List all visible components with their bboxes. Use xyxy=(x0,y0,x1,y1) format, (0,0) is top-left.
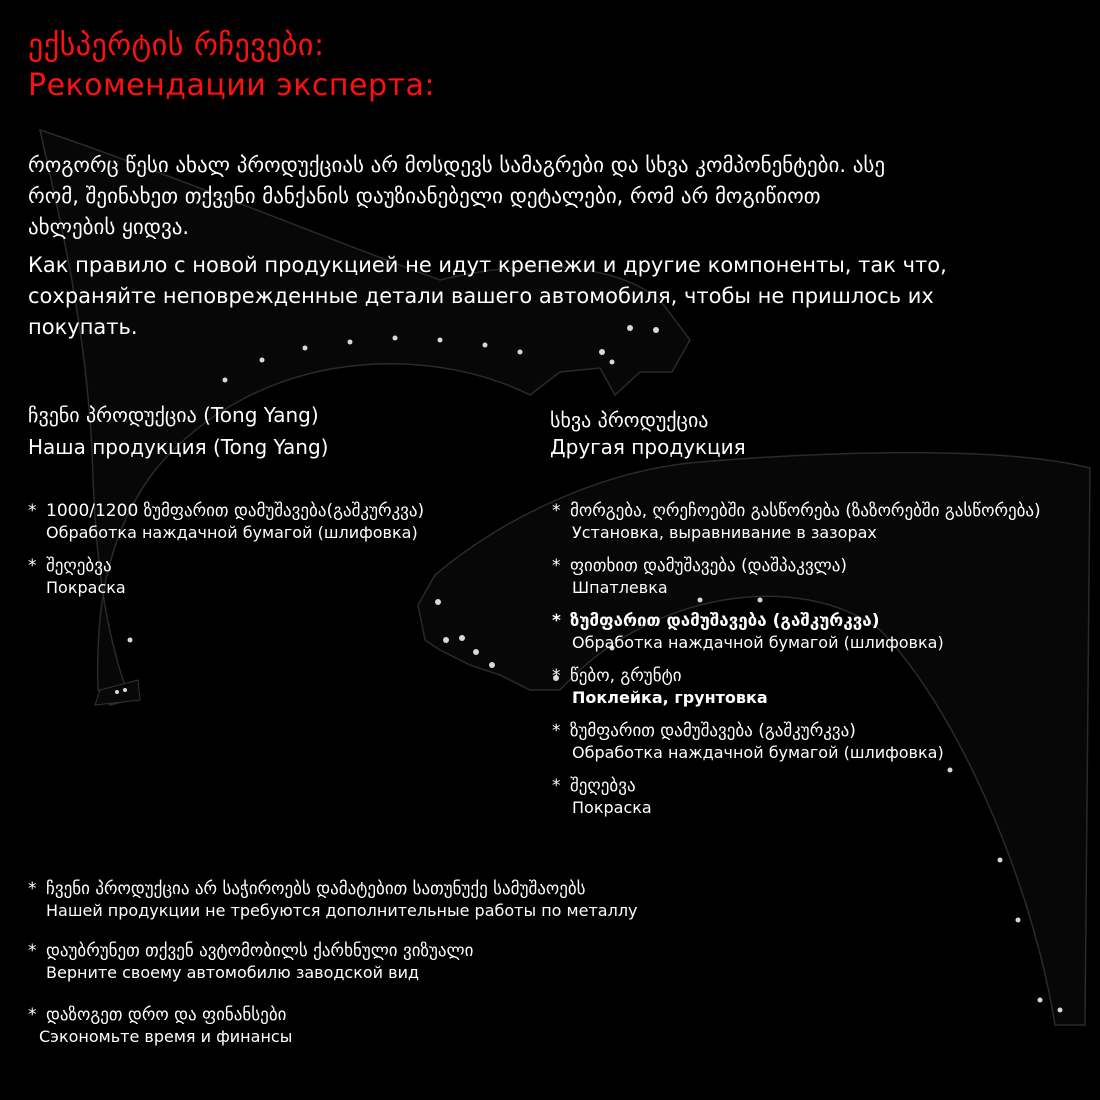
other-product-item xyxy=(552,555,847,599)
other-product-heading-russian: Другая продукция xyxy=(550,435,746,459)
item-georgian: მორგება, ღრეჩოებში გასწორება (ზაზორებში გასწორება) xyxy=(570,501,1041,521)
item-georgian: შეღებვა xyxy=(570,776,636,796)
other-product-item xyxy=(552,775,652,819)
item-georgian: ზუმფარით დამუშავება (გაშკურკვა) xyxy=(570,611,880,631)
bullet-star: * xyxy=(28,1005,37,1025)
benefit-georgian: ჩვენი პროდუქცია არ საჭიროებს დამატებით სათუნუქე სამუშაოებს xyxy=(46,879,586,899)
intro-russian xyxy=(28,250,947,343)
benefit-russian: Сэкономьте время и финансы xyxy=(39,1027,293,1046)
other-product-item xyxy=(552,665,768,709)
our-product-item xyxy=(28,500,424,544)
item-russian: Покраска xyxy=(46,578,126,597)
bullet-star: * xyxy=(552,721,561,741)
bullet-star: * xyxy=(28,879,37,899)
bullet-star: * xyxy=(552,501,561,521)
item-georgian: წებო, გრუნტი xyxy=(570,666,682,686)
item-georgian: 1000/1200 ზუმფარით დამუშავება(გაშკურკვა) xyxy=(46,501,425,521)
item-georgian: შეღებვა xyxy=(46,556,112,576)
bullet-star: * xyxy=(552,666,561,686)
intro-russian-line: сохраняйте неповрежденные детали вашего автомобиля, чтобы не пришлось их xyxy=(28,284,934,308)
item-russian: Покраска xyxy=(572,798,652,817)
benefit-item xyxy=(28,940,473,984)
benefit-item xyxy=(28,1004,292,1048)
our-product-item xyxy=(28,555,126,599)
bullet-star: * xyxy=(28,501,37,521)
our-product-heading-georgian: ჩვენი პროდუქცია (Tong Yang) xyxy=(28,403,319,427)
intro-georgian xyxy=(28,150,885,243)
other-product-item xyxy=(552,610,944,654)
item-russian: Обработка наждачной бумагой (шлифовка) xyxy=(572,743,944,762)
other-product-item xyxy=(552,500,1041,544)
benefit-georgian: დაუბრუნეთ თქვენ ავტომობილს ქარხნული ვიზუალი xyxy=(46,941,474,961)
bullet-star: * xyxy=(28,941,37,961)
bullet-star: * xyxy=(552,611,561,631)
item-russian: Обработка наждачной бумагой (шлифовка) xyxy=(46,523,418,542)
title-russian: Рекомендации эксперта: xyxy=(28,68,435,103)
bullet-star: * xyxy=(552,556,561,576)
benefit-russian: Верните своему автомобилю заводской вид xyxy=(46,963,420,982)
benefit-georgian: დაზოგეთ დრო და ფინანსები xyxy=(46,1005,287,1025)
intro-georgian-line: როგორც წესი ახალ პროდუქციას არ მოსდევს სამაგრები და სხვა კომპონენტები. ასე xyxy=(28,153,886,177)
benefit-item xyxy=(28,878,638,922)
item-georgian: ფითხით დამუშავება (დაშპაკვლა) xyxy=(570,556,848,576)
other-product-heading-georgian: სხვა პროდუქცია xyxy=(550,408,709,432)
intro-russian-line: покупать. xyxy=(28,315,138,339)
item-russian: Поклейка, грунтовка xyxy=(572,688,768,707)
our-product-heading-russian: Наша продукция (Tong Yang) xyxy=(28,435,329,459)
bullet-star: * xyxy=(28,556,37,576)
bullet-star: * xyxy=(552,776,561,796)
intro-russian-line: Как правило с новой продукцией не идут крепежи и другие компоненты, так что, xyxy=(28,253,947,277)
title-georgian: ექსპერტის რჩევები: xyxy=(28,28,325,63)
item-russian: Обработка наждачной бумагой (шлифовка) xyxy=(572,633,944,652)
intro-georgian-line: ახლების ყიდვა. xyxy=(28,215,190,239)
other-product-item xyxy=(552,720,944,764)
item-georgian: ზუმფარით დამუშავება (გაშკურკვა) xyxy=(570,721,856,741)
intro-georgian-line: რომ, შეინახეთ თქვენი მანქანის დაუზიანებელი დეტალები, რომ არ მოგიწიოთ xyxy=(28,184,821,208)
benefit-russian: Нашей продукции не требуются дополнительные работы по металлу xyxy=(46,901,638,920)
item-russian: Шпатлевка xyxy=(572,578,668,597)
item-russian: Установка, выравнивание в зазорах xyxy=(572,523,877,542)
